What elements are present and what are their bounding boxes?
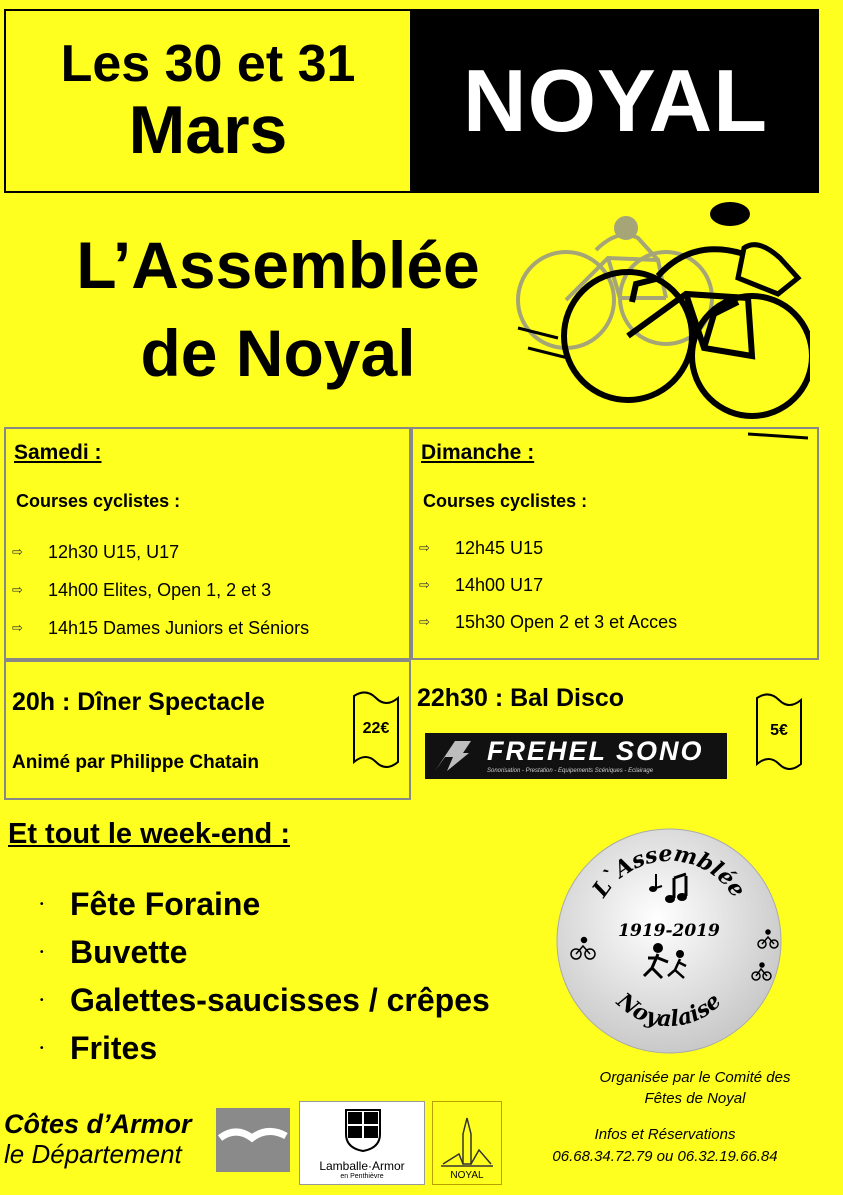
arrow-icon: ⇨ (12, 544, 23, 559)
race-label: 15h30 Open 2 et 3 et Acces (455, 611, 678, 632)
organizer-text (560, 1068, 830, 1109)
cotes-darmor-logo (4, 1110, 214, 1168)
race-label: 14h15 Dames Juniors et Séniors (48, 617, 310, 638)
arrow-icon: ⇨ (419, 614, 430, 629)
lamballe-name: Lamballe·Armor (319, 1159, 405, 1173)
disco-price-tag (753, 692, 805, 770)
list-item (40, 976, 490, 1024)
anniversary-badge (554, 826, 784, 1056)
title-line1: L’Assemblée (76, 228, 480, 302)
saturday-race-list (12, 533, 309, 647)
arrow-icon: ⇨ (12, 582, 23, 597)
race-label: 14h00 Elites, Open 1, 2 et 3 (48, 579, 272, 600)
weekend-title: Et tout le week-end : (8, 818, 290, 850)
list-item (419, 529, 677, 567)
badge-top-text: L`Assemblée (587, 840, 751, 903)
bullet-icon: • (40, 898, 44, 910)
lamballe-armor-logo (299, 1101, 425, 1185)
title-line2: de Noyal (140, 315, 416, 390)
list-item (12, 609, 309, 647)
sunday-title: Dimanche : (421, 441, 535, 464)
list-item (419, 603, 677, 641)
sunday-courses-title: Courses cyclistes : (423, 491, 588, 511)
shield-icon (344, 1108, 382, 1152)
saturday-courses-title: Courses cyclistes : (16, 491, 181, 511)
dinner-subtitle: Animé par Philippe Chatain (12, 752, 260, 773)
badge-years: 1919-2019 (618, 921, 720, 941)
sunday-race-list (419, 529, 677, 641)
saturday-program (4, 427, 411, 660)
bullet-icon: • (40, 994, 44, 1006)
infos-text (510, 1124, 820, 1168)
date-box (4, 9, 412, 193)
weekend-item: Buvette (70, 933, 188, 970)
organizer-line2: Fêtes de Noyal (644, 1089, 746, 1107)
weekend-item: Galettes-saucisses / crêpes (70, 981, 490, 1018)
town-name: NOYAL (463, 51, 768, 150)
disco-box (411, 660, 819, 800)
weekend-item: Frites (70, 1029, 158, 1066)
dinner-price-tag (350, 690, 402, 768)
infos-phones: 06.68.34.72.79 ou 06.32.19.66.84 (552, 1147, 778, 1165)
lamballe-sub: en Penthièvre (340, 1173, 384, 1180)
arrow-icon: ⇨ (12, 620, 23, 635)
noyal-logo-name: NOYAL (450, 1170, 484, 1181)
noyal-logo (432, 1101, 502, 1185)
arrow-icon: ⇨ (419, 540, 430, 555)
cd-line2: le Département (4, 1138, 182, 1169)
race-label: 12h30 U15, U17 (48, 541, 180, 562)
cotes-darmor-mark-icon (216, 1108, 290, 1172)
cd-line1: Côtes d’Armor (4, 1109, 192, 1139)
sono-name: FREHEL SONO (487, 736, 704, 766)
organizer-line1: Organisée par le Comité des (599, 1069, 791, 1086)
bullet-icon: • (40, 1042, 44, 1054)
race-label: 14h00 U17 (455, 574, 544, 595)
disco-title: 22h30 : Bal Disco (417, 684, 625, 712)
sono-mark-icon (433, 739, 473, 773)
list-item (40, 928, 490, 976)
disco-price: 5€ (770, 722, 788, 739)
sono-tagline: Sonorisation - Prestation - Equipements Scéniques - Eclairage (487, 768, 654, 774)
list-item (419, 567, 677, 603)
list-item (12, 571, 309, 609)
dinner-price: 22€ (362, 720, 390, 737)
sunday-program (411, 427, 819, 660)
weekend-item: Fête Foraine (70, 885, 261, 922)
weekend-list (40, 880, 490, 1072)
infos-line1: Infos et Réservations (594, 1126, 736, 1143)
page-title (18, 222, 538, 398)
cyclist-icon (508, 198, 810, 444)
dinner-box (4, 660, 411, 800)
bullet-icon: • (40, 946, 44, 958)
town-box (412, 9, 819, 193)
list-item (40, 1024, 490, 1072)
saturday-title: Samedi : (14, 441, 102, 464)
list-item (40, 880, 490, 928)
race-label: 12h45 U15 (455, 537, 544, 558)
dinner-title: 20h : Dîner Spectacle (12, 688, 265, 716)
date-line1: Les 30 et 31 (60, 35, 356, 93)
arrow-icon: ⇨ (419, 577, 430, 592)
badge-bottom-text: Noyalaise (611, 987, 727, 1033)
church-icon (439, 1114, 495, 1170)
list-item (12, 533, 309, 571)
date-line2: Mars (128, 92, 288, 168)
frehel-sono-logo (425, 733, 727, 779)
